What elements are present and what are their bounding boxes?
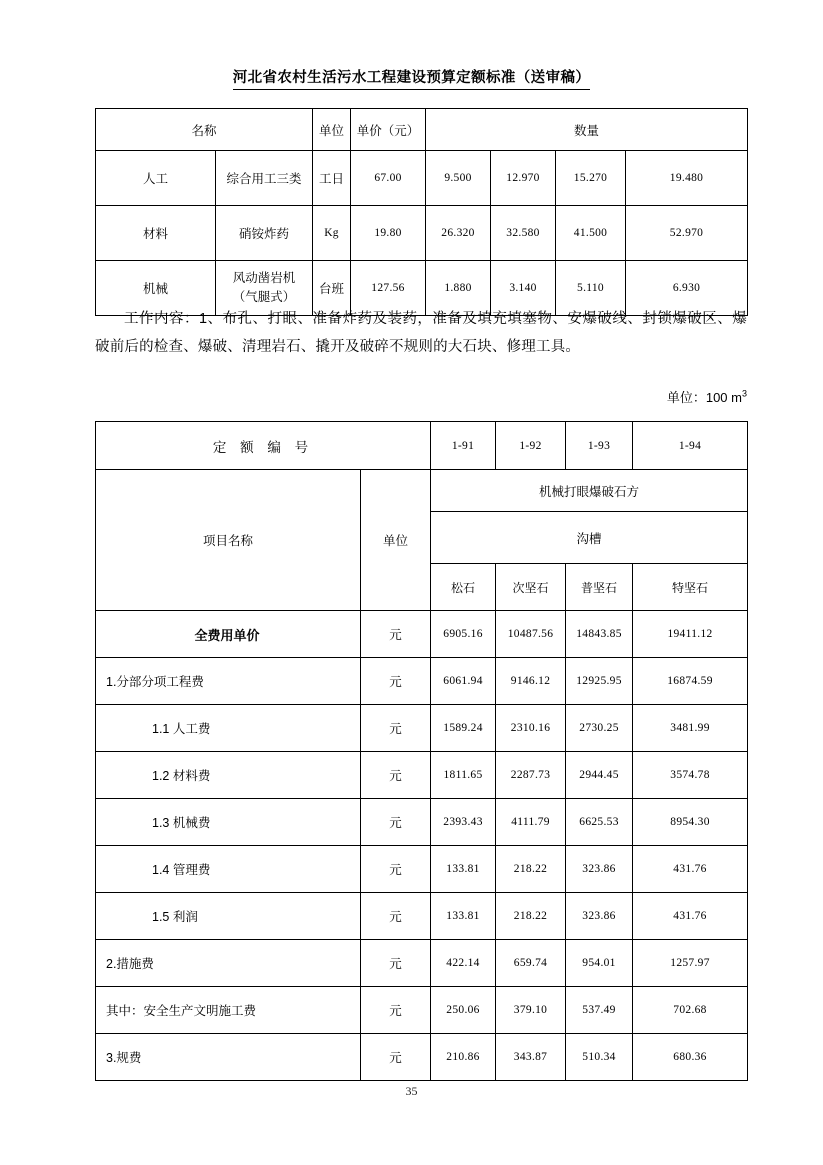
row-qty-1: 9.500 — [426, 151, 491, 206]
row-value-3: 2730.25 — [566, 705, 633, 752]
unit-note-text: 单位：100 m — [666, 390, 742, 405]
row-value-4: 19411.12 — [633, 611, 748, 658]
header-rock-3: 普坚石 — [566, 564, 633, 611]
row-unit-price: 127.56 — [351, 261, 426, 316]
row-value-2: 4111.79 — [496, 799, 566, 846]
row-qty-3: 5.110 — [556, 261, 626, 316]
row-qty-2: 3.140 — [491, 261, 556, 316]
header-quantity: 数量 — [426, 109, 748, 151]
row-value-4: 1257.97 — [633, 940, 748, 987]
row-category: 机械 — [96, 261, 216, 316]
row-value-4: 431.76 — [633, 893, 748, 940]
table-row — [96, 893, 748, 940]
header-quota-code: 定 额 编 号 — [96, 422, 431, 470]
unit-note-superscript: 3 — [741, 388, 747, 399]
row-unit: Kg — [313, 206, 351, 261]
row-qty-1: 1.880 — [426, 261, 491, 316]
row-unit: 工日 — [313, 151, 351, 206]
row-unit: 元 — [361, 940, 431, 987]
row-value-3: 323.86 — [566, 846, 633, 893]
quota-code-2: 1-92 — [496, 422, 566, 470]
row-value-4: 3481.99 — [633, 705, 748, 752]
table-row — [96, 151, 748, 206]
work-content-paragraph: 工作内容：1、布孔、打眼、准备炸药及装药，准备及填充填塞物、安爆破线、封锁爆破区、爆破前后的检查、爆破、清理岩石、撬开及破碎不规则的大石块、修理工具。 — [95, 311, 747, 356]
row-value-2: 218.22 — [496, 893, 566, 940]
row-value-2: 2310.16 — [496, 705, 566, 752]
row-value-2: 218.22 — [496, 846, 566, 893]
table-row — [96, 846, 748, 893]
row-label: 2.措施费 — [96, 940, 361, 987]
row-value-3: 510.34 — [566, 1034, 633, 1081]
row-unit: 元 — [361, 611, 431, 658]
row-value-4: 3574.78 — [633, 752, 748, 799]
row-category: 材料 — [96, 206, 216, 261]
row-value-4: 702.68 — [633, 987, 748, 1034]
row-value-3: 14843.85 — [566, 611, 633, 658]
row-value-2: 343.87 — [496, 1034, 566, 1081]
row-label: 全费用单价 — [96, 611, 361, 658]
row-value-2: 2287.73 — [496, 752, 566, 799]
row-value-1: 1811.65 — [431, 752, 496, 799]
row-value-3: 954.01 — [566, 940, 633, 987]
table-row — [96, 799, 748, 846]
row-item: 综合用工三类 — [216, 151, 313, 206]
header-rock-2: 次坚石 — [496, 564, 566, 611]
row-unit: 元 — [361, 893, 431, 940]
page-title-text: 河北省农村生活污水工程建设预算定额标准（送审稿） — [233, 66, 591, 90]
header-unit-price: 单价（元） — [351, 109, 426, 151]
row-unit: 元 — [361, 752, 431, 799]
row-value-3: 537.49 — [566, 987, 633, 1034]
row-item-line2: （气腿式） — [232, 290, 296, 304]
row-unit-price: 19.80 — [351, 206, 426, 261]
row-value-1: 2393.43 — [431, 799, 496, 846]
row-value-1: 210.86 — [431, 1034, 496, 1081]
row-value-1: 6905.16 — [431, 611, 496, 658]
row-unit: 元 — [361, 658, 431, 705]
row-value-2: 379.10 — [496, 987, 566, 1034]
row-unit: 元 — [361, 987, 431, 1034]
unit-note — [667, 387, 747, 406]
header-rock-1: 松石 — [431, 564, 496, 611]
materials-table-header-row — [96, 109, 748, 151]
row-qty-2: 32.580 — [491, 206, 556, 261]
row-qty-2: 12.970 — [491, 151, 556, 206]
row-value-4: 680.36 — [633, 1034, 748, 1081]
page-number: 35 — [405, 1084, 418, 1098]
row-value-3: 6625.53 — [566, 799, 633, 846]
table-row — [96, 987, 748, 1034]
row-unit: 元 — [361, 799, 431, 846]
page-title — [0, 66, 823, 90]
row-value-4: 8954.30 — [633, 799, 748, 846]
row-value-3: 12925.95 — [566, 658, 633, 705]
row-label: 1.5 利润 — [96, 893, 361, 940]
quota-code-3: 1-93 — [566, 422, 633, 470]
row-label: 1.3 机械费 — [96, 799, 361, 846]
row-qty-4: 6.930 — [626, 261, 748, 316]
row-qty-3: 41.500 — [556, 206, 626, 261]
row-value-1: 1589.24 — [431, 705, 496, 752]
quota-code-4: 1-94 — [633, 422, 748, 470]
row-unit: 元 — [361, 846, 431, 893]
quota-code-row — [96, 422, 748, 470]
header-rock-4: 特坚石 — [633, 564, 748, 611]
row-item: 硝铵炸药 — [216, 206, 313, 261]
header-name: 名称 — [96, 109, 313, 151]
table-row — [96, 1034, 748, 1081]
row-qty-4: 19.480 — [626, 151, 748, 206]
header-item-name: 项目名称 — [96, 470, 361, 611]
row-label: 1.分部分项工程费 — [96, 658, 361, 705]
row-value-2: 9146.12 — [496, 658, 566, 705]
quota-category-row — [96, 470, 748, 512]
row-value-2: 10487.56 — [496, 611, 566, 658]
row-qty-3: 15.270 — [556, 151, 626, 206]
row-qty-4: 52.970 — [626, 206, 748, 261]
row-value-1: 250.06 — [431, 987, 496, 1034]
header-unit: 单位 — [313, 109, 351, 151]
table-row — [96, 658, 748, 705]
row-item-line1: 风动凿岩机 — [232, 270, 296, 285]
row-unit: 元 — [361, 705, 431, 752]
header-category: 机械打眼爆破石方 — [431, 470, 748, 512]
materials-table — [95, 108, 748, 316]
header-unit: 单位 — [361, 470, 431, 611]
row-value-4: 431.76 — [633, 846, 748, 893]
row-label: 1.1 人工费 — [96, 705, 361, 752]
row-label: 其中：安全生产文明施工费 — [96, 987, 361, 1034]
quota-code-1: 1-91 — [431, 422, 496, 470]
table-row — [96, 705, 748, 752]
row-category: 人工 — [96, 151, 216, 206]
row-label: 1.4 管理费 — [96, 846, 361, 893]
row-value-3: 2944.45 — [566, 752, 633, 799]
row-value-1: 422.14 — [431, 940, 496, 987]
row-value-3: 323.86 — [566, 893, 633, 940]
row-label: 3.规费 — [96, 1034, 361, 1081]
row-label: 1.2 材料费 — [96, 752, 361, 799]
row-qty-1: 26.320 — [426, 206, 491, 261]
row-value-2: 659.74 — [496, 940, 566, 987]
header-subcategory: 沟槽 — [431, 512, 748, 564]
table-row — [96, 611, 748, 658]
row-unit: 元 — [361, 1034, 431, 1081]
table-row — [96, 752, 748, 799]
row-unit: 台班 — [313, 261, 351, 316]
quota-table — [95, 421, 748, 1081]
table-row — [96, 940, 748, 987]
table-row — [96, 206, 748, 261]
row-unit-price: 67.00 — [351, 151, 426, 206]
row-value-1: 133.81 — [431, 893, 496, 940]
row-value-4: 16874.59 — [633, 658, 748, 705]
row-value-1: 133.81 — [431, 846, 496, 893]
row-value-1: 6061.94 — [431, 658, 496, 705]
